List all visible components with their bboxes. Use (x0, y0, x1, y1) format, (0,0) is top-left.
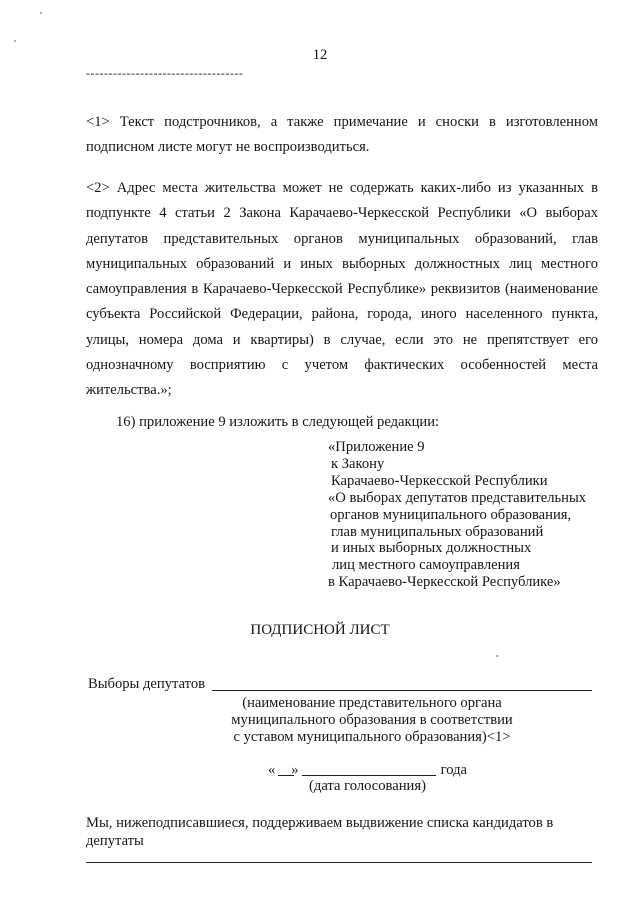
voting-day-line (278, 775, 294, 776)
hint-line: (наименование представительного органа (242, 695, 502, 711)
council-name-hint (212, 695, 532, 746)
date-close-quote: » (291, 762, 299, 778)
form-title: ПОДПИСНОЙ ЛИСТ (250, 622, 390, 638)
appendix-line: к Закону (331, 455, 385, 472)
footnote-2: <2> Адрес места жительства может не содержать каких-либо из указанных в подпункте 4 статьи 2 Закона Карачаево-Черкесской Республики «О выборах депутатов представительных органов муниципальных образований, глав муниципальных образований и иных выборных должностных лиц местного самоуправления в Карачаево-Черкесской Республике» реквизитов (наименование субъекта Российской Федерации, района, города, иного населенного пункта, улицы, номера дома и квартиры) в случае, если это не препятствует его однозначному восприятию с учетом фактических особенностей места жительства.»; (86, 180, 598, 399)
date-year-word: года (440, 762, 467, 778)
appendix-line: Карачаево-Черкесской Республики (331, 472, 548, 489)
appendix-line: лиц местного самоуправления (332, 557, 520, 574)
hint-line: с уставом муниципального образования)<1> (233, 729, 511, 745)
voting-month-line (302, 775, 436, 776)
appendix-line: в Карачаево-Черкесской Республике» (328, 574, 561, 591)
appendix-line: органов муниципального образования, (330, 506, 572, 523)
scan-speck (14, 40, 16, 42)
page-number: 12 (312, 47, 328, 63)
candidate-list-line (86, 862, 592, 863)
voting-date-row (268, 762, 467, 779)
appendix-line: глав муниципальных образований (331, 523, 544, 540)
elections-label: Выборы депутатов (88, 676, 206, 692)
footnote-1: <1> Текст подстрочников, а также примечание и сноски в изготовленном подписном листе могут не воспроизводиться. (86, 114, 598, 156)
scan-speck (40, 12, 42, 14)
footnote-separator: ----------------------------------- (86, 66, 244, 80)
date-open-quote: « (268, 762, 276, 778)
voting-date-hint: (дата голосования) (309, 778, 426, 794)
appendix-header (328, 439, 586, 591)
appendix-line: и иных выборных должностных (331, 540, 532, 557)
hint-line: муниципального образования в соответствии (231, 712, 513, 728)
council-name-line (212, 690, 592, 691)
scan-speck (496, 655, 498, 657)
support-statement: Мы, нижеподписавшиеся, поддерживаем выдвижение списка кандидатов в депутаты (86, 815, 554, 849)
appendix-line: «Приложение 9 (328, 439, 425, 455)
appendix-line: «О выборах депутатов представительных (328, 489, 587, 506)
amendment-item-16: 16) приложение 9 изложить в следующей редакции: (116, 414, 440, 430)
